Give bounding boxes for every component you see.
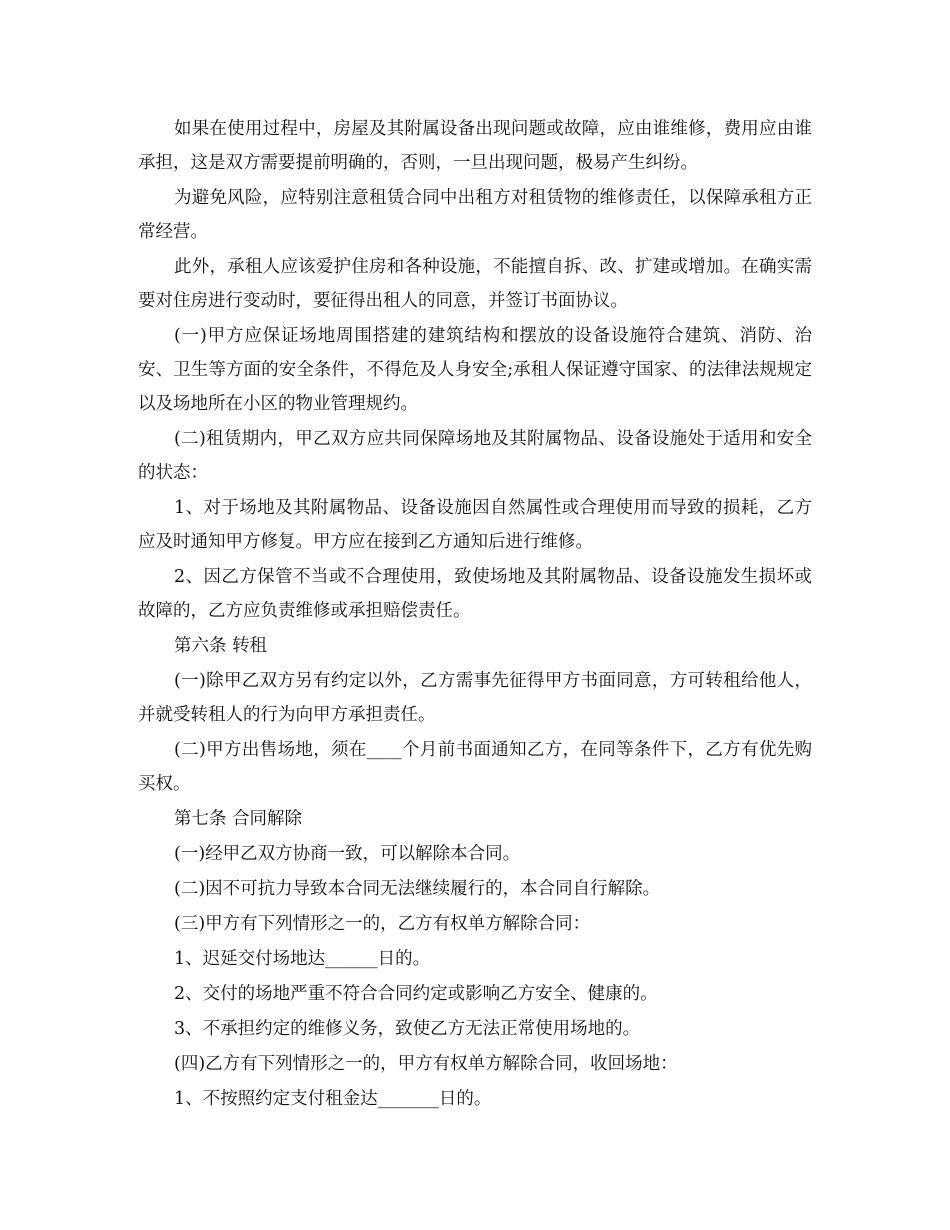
paragraph: 1、迟延交付场地达______日的。 (174, 949, 431, 969)
paragraph: 此外，承租人应该爱护住房和各种设施，不能擅自拆、改、扩建或增加。在确实需要对住房进行变动时，要征得出租人的同意，并签订书面协议。 (138, 257, 812, 311)
paragraph: (四)乙方有下列情形之一的，甲方有权单方解除合同，收回场地： (174, 1054, 678, 1074)
paragraph: 3、不承担约定的维修义务，致使乙方无法正常使用场地的。 (174, 1019, 641, 1039)
paragraph: 2、因乙方保管不当或不合理使用，致使场地及其附属物品、设备设施发生损坏或故障的，乙方应负责维修或承担赔偿责任。 (138, 567, 812, 621)
paragraph: 2、交付的场地严重不符合合同约定或影响乙方安全、健康的。 (174, 984, 658, 1004)
paragraph: 1、不按照约定支付租金达_______日的。 (174, 1089, 492, 1109)
paragraph: 1、对于场地及其附属物品、设备设施因自然属性或合理使用而导致的损耗，乙方应及时通知甲方修复。甲方应在接到乙方通知后进行维修。 (138, 498, 812, 552)
paragraph: (二)因不可抗力导致本合同无法继续履行的，本合同自行解除。 (174, 879, 661, 899)
paragraph: (一)经甲乙双方协商一致，可以解除本合同。 (174, 844, 521, 864)
paragraph: (一)甲方应保证场地周围搭建的建筑结构和摆放的设备设施符合建筑、消防、治安、卫生等方面的安全条件，不得危及人身安全;承租人保证遵守国家、的法律法规规定以及场地所在小区的物业管理规约。 (138, 326, 812, 414)
paragraph: (二)租赁期内，甲乙双方应共同保障场地及其附属物品、设备设施处于适用和安全的状态： (138, 429, 812, 483)
section-heading: 第六条 转租 (174, 636, 268, 656)
paragraph: (一)除甲乙双方另有约定以外，乙方需事先征得甲方书面同意，方可转租给他人，并就受转租人的行为向甲方承担责任。 (138, 671, 812, 725)
section-heading: 第七条 合同解除 (174, 809, 303, 829)
paragraph: (二)甲方出售场地，须在____个月前书面通知乙方，在同等条件下，乙方有优先购买权。 (138, 740, 812, 794)
paragraph: (三)甲方有下列情形之一的，乙方有权单方解除合同： (174, 914, 591, 934)
paragraph: 为避免风险，应特别注意租赁合同中出租方对租赁物的维修责任，以保障承租方正常经营。 (138, 188, 812, 242)
paragraph: 如果在使用过程中，房屋及其附属设备出现问题或故障，应由谁维修，费用应由谁承担，这是双方需要提前明确的，否则，一旦出现问题，极易产生纠纷。 (138, 119, 812, 173)
